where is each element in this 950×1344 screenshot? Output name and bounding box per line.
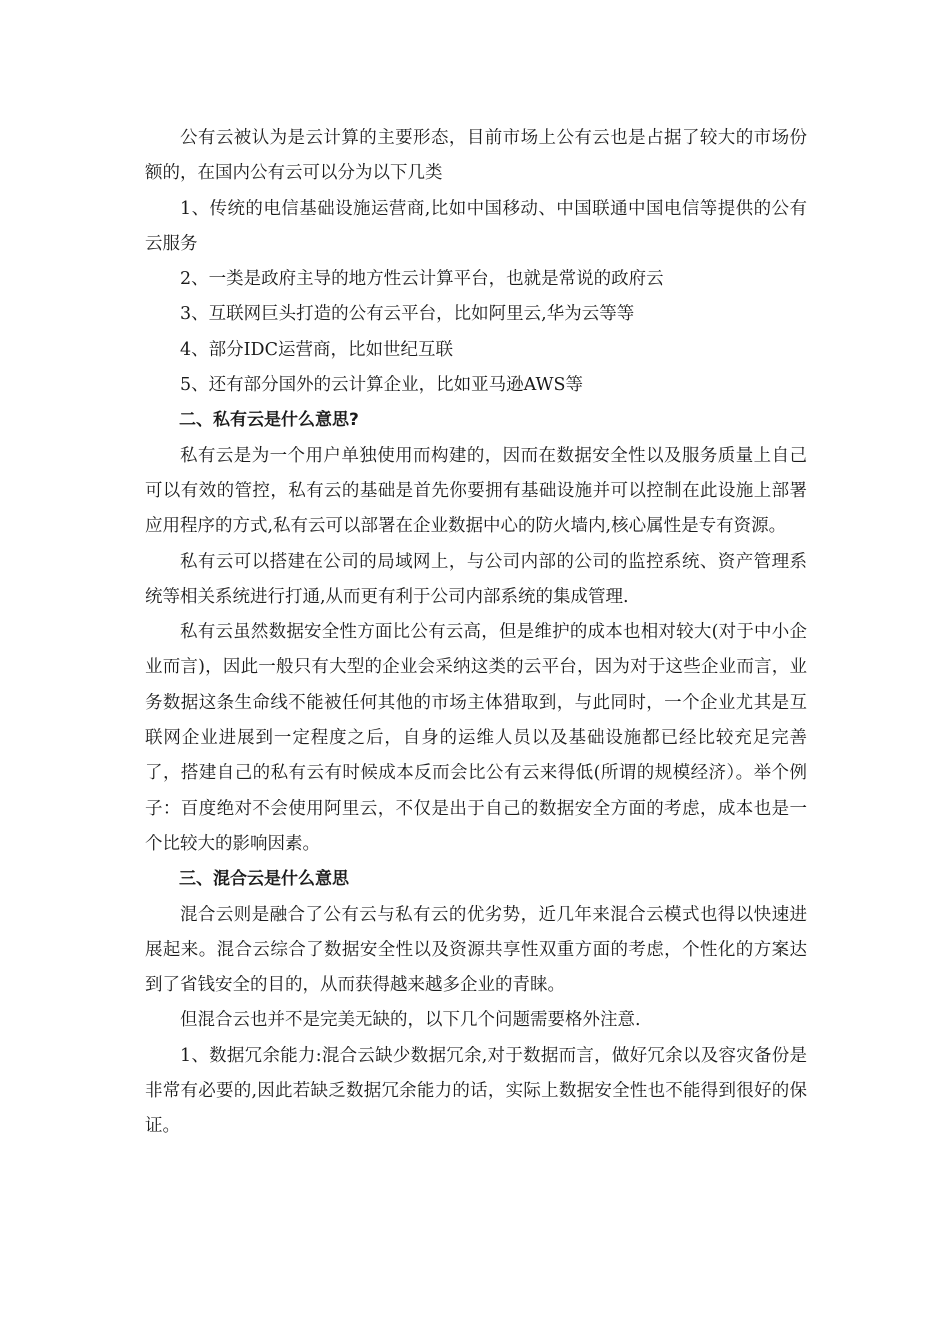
list-item-data-redundancy: 1、数据冗余能力:混合云缺少数据冗余,对于数据而言，做好冗余以及容灾备份是非常有必要的,因此若缺乏数据冗余能力的话，实际上数据安全性也不能得到很好的保证。 (145, 1045, 807, 1137)
heading-hybrid-cloud: 三、混合云是什么意思 (179, 869, 349, 890)
paragraph-hybrid-cloud-intro: 混合云则是融合了公有云与私有云的优劣势，近几年来混合云模式也得以快速进展起来。混合云综合了数据安全性以及资源共享性双重方面的考虑，个性化的方案达到了省钱安全的目的，从而获得越来越多企业的青睐。 (145, 904, 807, 996)
document-body (145, 121, 807, 1145)
list-item-government-cloud: 2、一类是政府主导的地方性云计算平台，也就是常说的政府云 (180, 269, 664, 290)
paragraph-public-cloud-intro: 公有云被认为是云计算的主要形态，目前市场上公有云也是占据了较大的市场份额的，在国内公有云可以分为以下几类 (145, 128, 807, 184)
paragraph-private-cloud-cost: 私有云虽然数据安全性方面比公有云高，但是维护的成本也相对较大(对于中小企业而言)，因此一般只有大型的企业会采纳这类的云平台，因为对于这些企业而言，业务数据这条生命线不能被任何其他的市场主体猎取到，与此同时，一个企业尤其是互联网企业进展到一定程度之后，自身的运维人员以及基础设施都已经比较充足完善了，搭建自己的私有云有时候成本反而会比公有云来得低(所谓的规模经济）。举个例子：百度绝对不会使用阿里云，不仅是出于自己的数据安全方面的考虑，成本也是一个比较大的影响因素。 (145, 622, 807, 854)
paragraph-private-cloud-definition: 私有云是为一个用户单独使用而构建的，因而在数据安全性以及服务质量上自己可以有效的管控，私有云的基础是首先你要拥有基础设施并可以控制在此设施上部署应用程序的方式,私有云可以部署在企业数据中心的防火墙内,核心属性是专有资源。 (145, 445, 807, 537)
heading-private-cloud: 二、私有云是什么意思? (179, 410, 359, 431)
list-item-idc: 4、部分IDC运营商，比如世纪互联 (180, 339, 453, 360)
list-item-foreign: 5、还有部分国外的云计算企业，比如亚马逊AWS等 (180, 375, 584, 396)
list-item-internet-giants: 3、互联网巨头打造的公有云平台，比如阿里云,华为云等等 (180, 304, 635, 325)
paragraph-hybrid-cloud-issues: 但混合云也并不是完美无缺的，以下几个问题需要格外注意. (180, 1010, 641, 1031)
paragraph-private-cloud-lan: 私有云可以搭建在公司的局域网上，与公司内部的公司的监控系统、资产管理系统等相关系统进行打通,从而更有利于公司内部系统的集成管理. (145, 551, 807, 607)
list-item-telecom: 1、传统的电信基础设施运营商,比如中国移动、中国联通中国电信等提供的公有云服务 (145, 198, 807, 254)
